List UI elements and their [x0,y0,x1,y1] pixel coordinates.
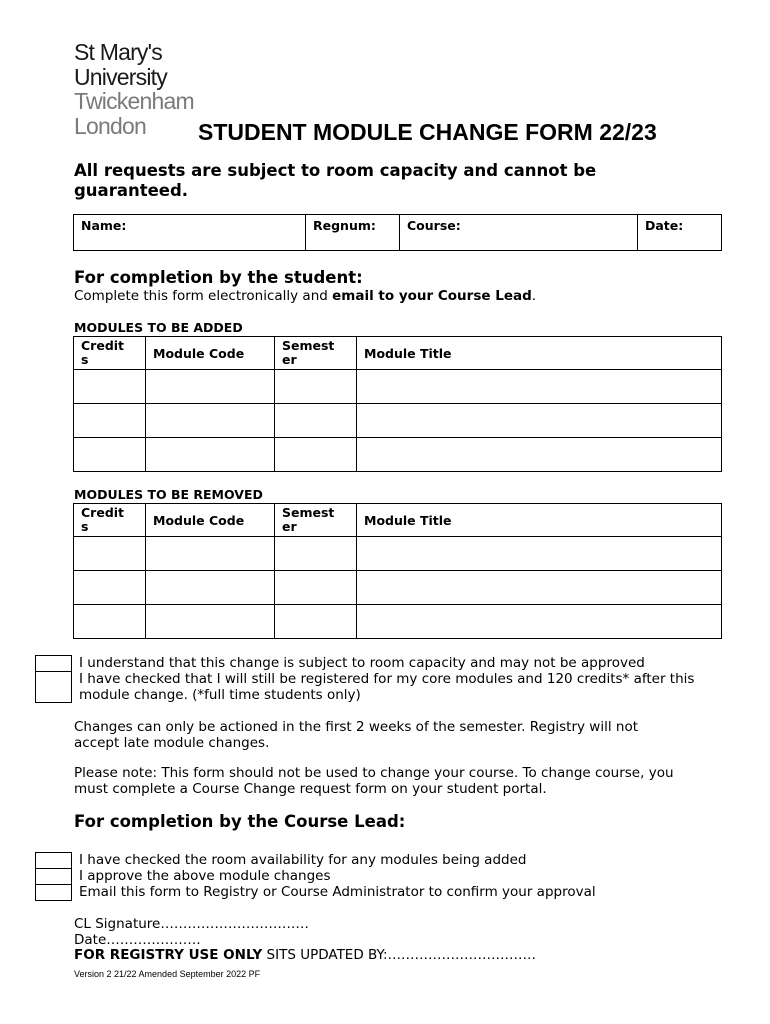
table-cell[interactable] [357,438,722,472]
table-row [74,438,722,472]
modules-removed-table [73,503,722,639]
table-cell[interactable] [357,571,722,605]
date-field[interactable] [638,215,722,251]
course-label: Course: [407,218,461,233]
student-instruction [74,288,536,304]
table-row [74,404,722,438]
student-checkbox-2[interactable] [35,671,72,703]
table-row [74,605,722,639]
table-cell[interactable] [146,571,275,605]
student-checkbox-1[interactable] [35,655,72,672]
course-lead-checkbox-2[interactable] [35,868,72,885]
table-row [74,370,722,404]
university-logo [74,40,194,138]
logo-line-4: London [74,112,146,139]
logo-line-2: University [74,63,167,90]
course-lead-check-2-text: I approve the above module changes [79,868,331,884]
table-cell[interactable] [74,605,146,639]
student-check-2-line-2: module change. (*full time students only) [79,687,361,703]
header-module-code: Module Code [146,337,275,370]
actioned-note-line-1: Changes can only be actioned in the first 2 weeks of the semester. Registry will not [74,719,639,735]
table-cell[interactable] [146,370,275,404]
table-cell[interactable] [74,438,146,472]
actioned-note-line-2: accept late module changes. [74,735,270,751]
capacity-notice: All requests are subject to room capacity and cannot be guaranteed. [74,161,597,200]
table-cell[interactable] [146,605,275,639]
version-footer: Version 2 21/22 Amended September 2022 PF [74,969,261,979]
modules-added-label: MODULES TO BE ADDED [74,320,243,335]
header-module-code: Module Code [146,504,275,537]
table-cell[interactable] [74,571,146,605]
table-cell[interactable] [275,571,357,605]
table-cell[interactable] [357,537,722,571]
table-cell[interactable] [275,605,357,639]
header-semester: Semest er [275,337,357,370]
logo-line-3: Twickenham [74,88,194,114]
table-cell[interactable] [275,537,357,571]
date-line[interactable]: Date………………… [74,932,201,948]
registry-line [74,947,536,963]
course-note-line-2: must complete a Course Change request form on your student portal. [74,781,547,797]
table-cell[interactable] [74,537,146,571]
table-cell[interactable] [275,370,357,404]
sits-updated-by: SITS UPDATED BY:…………………………… [262,947,537,963]
course-lead-heading: For completion by the Course Lead: [74,812,406,831]
course-field[interactable] [400,215,638,251]
course-lead-check-1-text: I have checked the room availability for any modules being added [79,852,527,868]
instruction-post: . [531,288,537,304]
course-lead-checkbox-1[interactable] [35,852,72,869]
table-cell[interactable] [146,404,275,438]
course-lead-check-3-text: Email this form to Registry or Course Administrator to confirm your approval [79,884,596,900]
table-cell[interactable] [275,404,357,438]
table-cell[interactable] [357,370,722,404]
registry-bold: FOR REGISTRY USE ONLY [74,947,263,963]
modules-removed-label: MODULES TO BE REMOVED [74,487,263,502]
course-note-line-1: Please note: This form should not be used to change your course. To change course, you [74,765,674,781]
instruction-bold: email to your Course Lead [332,288,532,304]
student-info-table [73,214,722,251]
header-semester: Semest er [275,504,357,537]
table-row [74,571,722,605]
table-cell[interactable] [357,404,722,438]
instruction-pre: Complete this form electronically and [74,288,333,304]
form-title: STUDENT MODULE CHANGE FORM 22/23 [198,119,657,145]
name-field[interactable] [74,215,306,251]
modules-added-table [73,336,722,472]
table-cell[interactable] [357,605,722,639]
course-lead-checkbox-3[interactable] [35,884,72,901]
table-cell[interactable] [146,438,275,472]
student-check-1-text: I understand that this change is subject to room capacity and may not be approved [79,655,645,671]
date-label: Date: [645,218,684,233]
cl-signature-line[interactable]: CL Signature…………………………… [74,916,309,932]
name-label: Name: [81,218,127,233]
regnum-label: Regnum: [313,218,376,233]
header-module-title: Module Title [357,337,722,370]
table-cell[interactable] [146,537,275,571]
table-cell[interactable] [275,438,357,472]
table-cell[interactable] [74,370,146,404]
logo-line-1: St Mary's [74,39,162,65]
header-credits: Credit s [74,337,146,370]
table-row [74,537,722,571]
table-cell[interactable] [74,404,146,438]
student-check-2-line-1: I have checked that I will still be registered for my core modules and 120 credits* after this [79,671,695,687]
header-module-title: Module Title [357,504,722,537]
student-section-heading: For completion by the student: [74,268,363,287]
header-credits: Credit s [74,504,146,537]
regnum-field[interactable] [306,215,400,251]
